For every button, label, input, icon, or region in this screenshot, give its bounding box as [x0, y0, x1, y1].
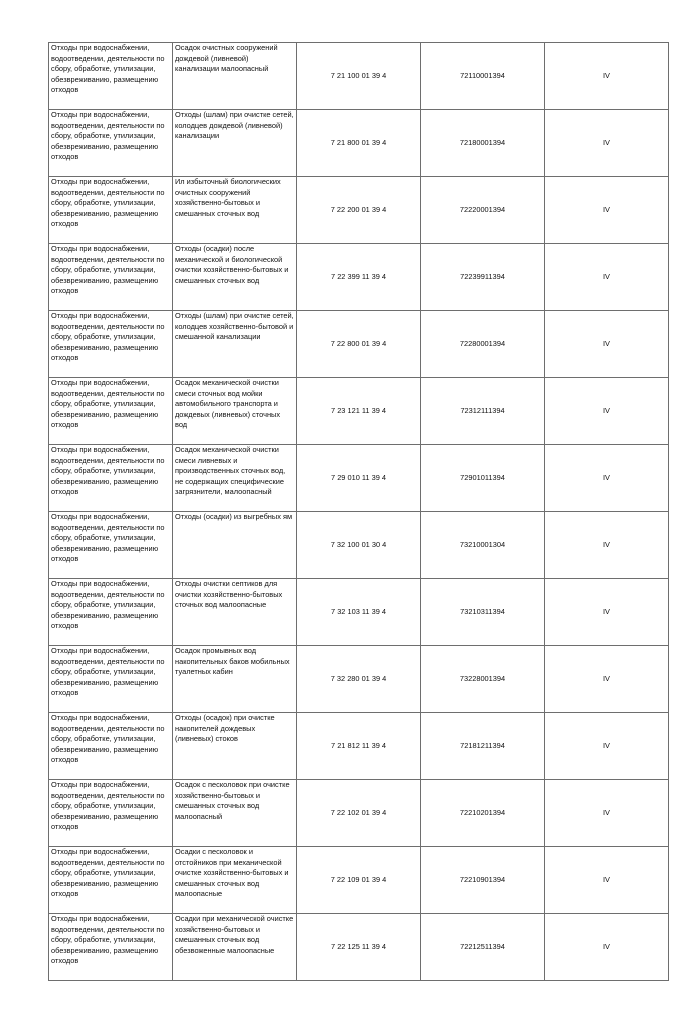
category-cell: Отходы при водоснабжении, водоотведении, деятельности по сбору, обработке, утилизации, обезвреживанию, размещению отходов [49, 914, 173, 981]
hazard-class-cell: IV [545, 780, 669, 847]
table-row [49, 512, 669, 579]
fkko-code-spaced-cell: 7 32 100 01 30 4 [297, 512, 421, 579]
waste-table [48, 42, 669, 981]
table-row [49, 311, 669, 378]
table-row [49, 378, 669, 445]
table-row [49, 780, 669, 847]
fkko-code-spaced-cell: 7 22 125 11 39 4 [297, 914, 421, 981]
waste-name-cell: Осадок очистных сооружений дождевой (ливневой) канализации малоопасный [173, 43, 297, 110]
waste-name-cell: Осадки при механической очистке хозяйственно-бытовых и смешанных сточных вод обезвоженные малоопасные [173, 914, 297, 981]
hazard-class-cell: IV [545, 110, 669, 177]
waste-name-cell: Отходы (осадок) при очистке накопителей дождевых (ливневых) стоков [173, 713, 297, 780]
table-row [49, 177, 669, 244]
hazard-class-cell: IV [545, 512, 669, 579]
category-cell: Отходы при водоснабжении, водоотведении, деятельности по сбору, обработке, утилизации, обезвреживанию, размещению отходов [49, 43, 173, 110]
hazard-class-cell: IV [545, 177, 669, 244]
fkko-code-cell: 72312111394 [421, 378, 545, 445]
waste-name-cell: Осадок механической очистки смеси ливневых и производственных сточных вод, не содержащих специфические загрязнители, малоопасный [173, 445, 297, 512]
fkko-code-cell: 72110001394 [421, 43, 545, 110]
fkko-code-spaced-cell: 7 21 100 01 39 4 [297, 43, 421, 110]
fkko-code-spaced-cell: 7 22 200 01 39 4 [297, 177, 421, 244]
fkko-code-cell: 72239911394 [421, 244, 545, 311]
category-cell: Отходы при водоснабжении, водоотведении, деятельности по сбору, обработке, утилизации, обезвреживанию, размещению отходов [49, 445, 173, 512]
waste-name-cell: Ил избыточный биологических очистных сооружений хозяйственно-бытовых и смешанных сточных вод [173, 177, 297, 244]
category-cell: Отходы при водоснабжении, водоотведении, деятельности по сбору, обработке, утилизации, обезвреживанию, размещению отходов [49, 713, 173, 780]
table-row [49, 646, 669, 713]
table-row [49, 914, 669, 981]
fkko-code-spaced-cell: 7 21 800 01 39 4 [297, 110, 421, 177]
hazard-class-cell: IV [545, 311, 669, 378]
category-cell: Отходы при водоснабжении, водоотведении, деятельности по сбору, обработке, утилизации, обезвреживанию, размещению отходов [49, 847, 173, 914]
category-cell: Отходы при водоснабжении, водоотведении, деятельности по сбору, обработке, утилизации, обезвреживанию, размещению отходов [49, 780, 173, 847]
fkko-code-cell: 73228001394 [421, 646, 545, 713]
hazard-class-cell: IV [545, 713, 669, 780]
fkko-code-cell: 72280001394 [421, 311, 545, 378]
fkko-code-cell: 72210201394 [421, 780, 545, 847]
table-row [49, 110, 669, 177]
waste-name-cell: Осадок промывных вод накопительных баков мобильных туалетных кабин [173, 646, 297, 713]
category-cell: Отходы при водоснабжении, водоотведении, деятельности по сбору, обработке, утилизации, обезвреживанию, размещению отходов [49, 110, 173, 177]
hazard-class-cell: IV [545, 579, 669, 646]
fkko-code-cell: 72212511394 [421, 914, 545, 981]
hazard-class-cell: IV [545, 914, 669, 981]
fkko-code-spaced-cell: 7 32 103 11 39 4 [297, 579, 421, 646]
table-row [49, 244, 669, 311]
table-row [49, 713, 669, 780]
fkko-code-cell: 73210311394 [421, 579, 545, 646]
fkko-code-cell: 72180001394 [421, 110, 545, 177]
hazard-class-cell: IV [545, 445, 669, 512]
waste-name-cell: Отходы (шлам) при очистке сетей, колодцев дождевой (ливневой) канализации [173, 110, 297, 177]
category-cell: Отходы при водоснабжении, водоотведении, деятельности по сбору, обработке, утилизации, обезвреживанию, размещению отходов [49, 646, 173, 713]
fkko-code-cell: 72901011394 [421, 445, 545, 512]
waste-name-cell: Отходы (шлам) при очистке сетей, колодцев хозяйственно-бытовой и смешанной канализации [173, 311, 297, 378]
hazard-class-cell: IV [545, 378, 669, 445]
waste-name-cell: Отходы (осадки) из выгребных ям [173, 512, 297, 579]
fkko-code-spaced-cell: 7 32 280 01 39 4 [297, 646, 421, 713]
fkko-code-spaced-cell: 7 22 399 11 39 4 [297, 244, 421, 311]
category-cell: Отходы при водоснабжении, водоотведении, деятельности по сбору, обработке, утилизации, обезвреживанию, размещению отходов [49, 512, 173, 579]
category-cell: Отходы при водоснабжении, водоотведении, деятельности по сбору, обработке, утилизации, обезвреживанию, размещению отходов [49, 378, 173, 445]
fkko-code-cell: 72181211394 [421, 713, 545, 780]
document-page [48, 42, 663, 981]
waste-name-cell: Отходы очистки септиков для очистки хозяйственно-бытовых сточных вод малоопасные [173, 579, 297, 646]
hazard-class-cell: IV [545, 43, 669, 110]
waste-table-body [49, 43, 669, 981]
fkko-code-spaced-cell: 7 23 121 11 39 4 [297, 378, 421, 445]
fkko-code-cell: 72210901394 [421, 847, 545, 914]
table-row [49, 579, 669, 646]
waste-name-cell: Осадок с песколовок при очистке хозяйственно-бытовых и смешанных сточных вод малоопасный [173, 780, 297, 847]
category-cell: Отходы при водоснабжении, водоотведении, деятельности по сбору, обработке, утилизации, обезвреживанию, размещению отходов [49, 177, 173, 244]
hazard-class-cell: IV [545, 244, 669, 311]
fkko-code-cell: 73210001304 [421, 512, 545, 579]
waste-name-cell: Отходы (осадки) после механической и биологической очистки хозяйственно-бытовых и смешанных сточных вод [173, 244, 297, 311]
category-cell: Отходы при водоснабжении, водоотведении, деятельности по сбору, обработке, утилизации, обезвреживанию, размещению отходов [49, 244, 173, 311]
fkko-code-spaced-cell: 7 22 109 01 39 4 [297, 847, 421, 914]
fkko-code-spaced-cell: 7 29 010 11 39 4 [297, 445, 421, 512]
waste-name-cell: Осадок механической очистки смеси сточных вод мойки автомобильного транспорта и дождевых (ливневых) сточных вод [173, 378, 297, 445]
fkko-code-spaced-cell: 7 22 800 01 39 4 [297, 311, 421, 378]
table-row [49, 445, 669, 512]
hazard-class-cell: IV [545, 646, 669, 713]
fkko-code-spaced-cell: 7 22 102 01 39 4 [297, 780, 421, 847]
table-row [49, 847, 669, 914]
category-cell: Отходы при водоснабжении, водоотведении, деятельности по сбору, обработке, утилизации, обезвреживанию, размещению отходов [49, 311, 173, 378]
waste-name-cell: Осадки с песколовок и отстойников при механической очистке хозяйственно-бытовых и смешанных сточных вод малоопасные [173, 847, 297, 914]
fkko-code-cell: 72220001394 [421, 177, 545, 244]
hazard-class-cell: IV [545, 847, 669, 914]
category-cell: Отходы при водоснабжении, водоотведении, деятельности по сбору, обработке, утилизации, обезвреживанию, размещению отходов [49, 579, 173, 646]
table-row [49, 43, 669, 110]
fkko-code-spaced-cell: 7 21 812 11 39 4 [297, 713, 421, 780]
